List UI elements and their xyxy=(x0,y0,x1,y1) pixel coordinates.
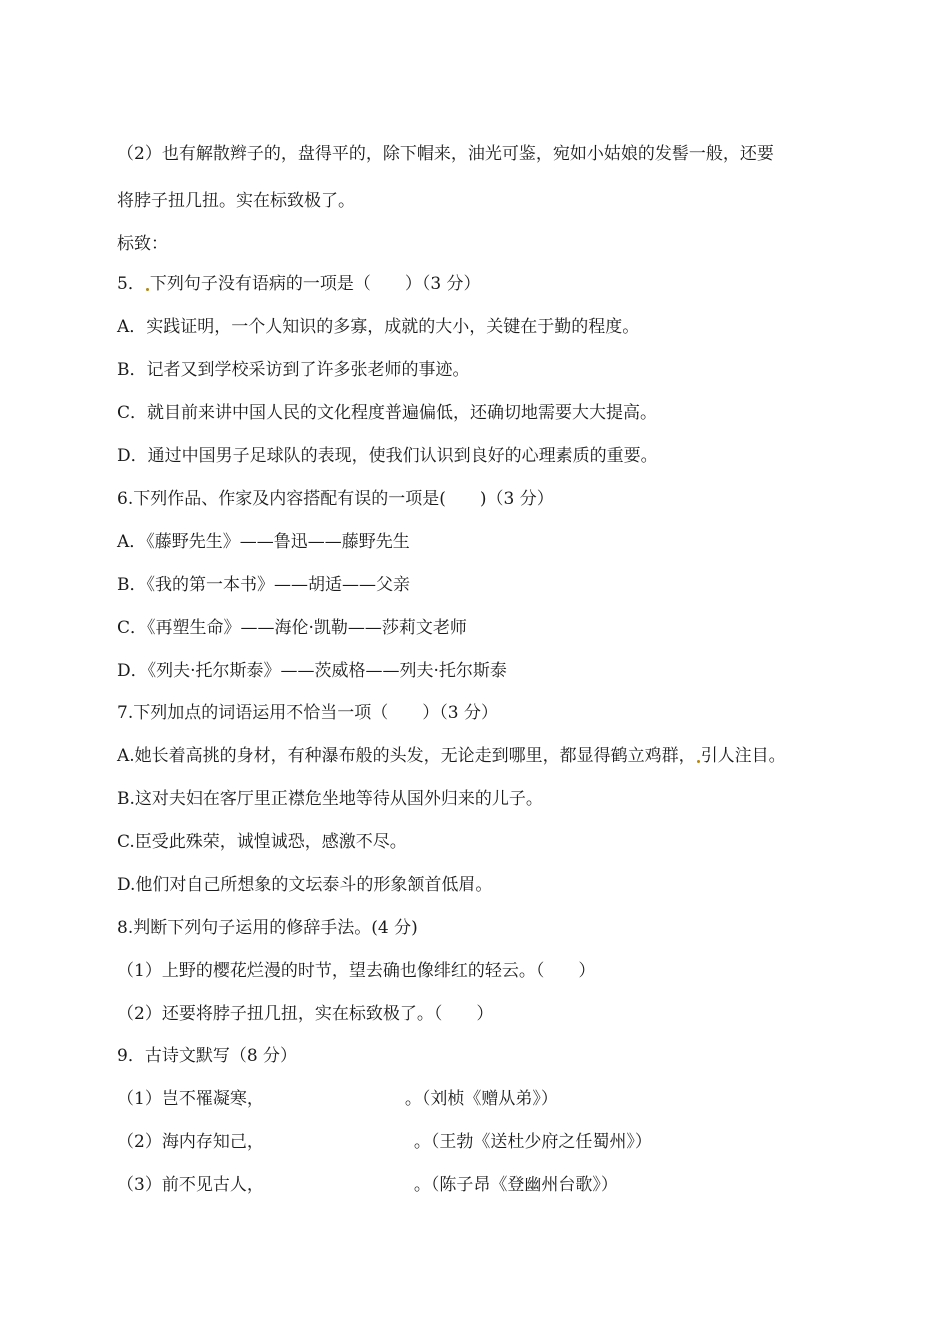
q9-item-3-source: 。（陈子昂《登幽州台歌》） xyxy=(413,1175,618,1195)
q9-item-2-source: 。（王勃《送杜少府之任蜀州》） xyxy=(413,1132,652,1152)
q7-option-a xyxy=(117,745,786,767)
q6-option-c: C．《再塑生命》——海伦·凯勒——莎莉文老师 xyxy=(117,618,467,638)
q8-item-1: （1）上野的樱花烂漫的时节，望去确也像绯红的轻云。（ ） xyxy=(117,961,596,981)
q9-item-3-text: （3）前不见古人， xyxy=(117,1175,264,1195)
q6-option-d: D．《列夫·托尔斯泰》——茨威格——列夫·托尔斯泰 xyxy=(117,661,507,681)
q5-option-b: B．记者又到学校采访到了许多张老师的事迹。 xyxy=(117,360,470,380)
emphasis-dot xyxy=(146,288,149,291)
q6-option-a: A．《藤野先生》——鲁迅——藤野先生 xyxy=(117,532,410,552)
q9-item-2 xyxy=(117,1131,652,1153)
emphasis-dot xyxy=(697,760,700,763)
q4-answer-label: 标致： xyxy=(117,234,168,254)
q7-option-c: C.臣受此殊荣，诚惶诚恐，感激不尽。 xyxy=(117,832,407,852)
q8-item-2: （2）还要将脖子扭几扭，实在标致极了。（ ） xyxy=(117,1004,494,1024)
q5-option-c: C．就目前来讲中国人民的文化程度普遍偏低，还确切地需要大大提高。 xyxy=(117,403,658,423)
q7-option-a-text: A.她长着高挑的身材，有种瀑布般的头发，无论走到哪里，都显得鹤立鸡群， xyxy=(117,746,696,766)
q4-item-2-line-1: （2）也有解散辫子的，盘得平的，除下帽来，油光可鉴，宛如小姑娘的发髻一般，还要 xyxy=(117,144,774,164)
q5-option-d: D．通过中国男子足球队的表现，使我们认识到良好的心理素质的重要。 xyxy=(117,446,658,466)
q7-option-a-tail: 引人注目。 xyxy=(700,746,786,766)
q9-item-2-text: （2）海内存知己， xyxy=(117,1132,264,1152)
q7-option-b: B.这对夫妇在客厅里正襟危坐地等待从国外归来的儿子。 xyxy=(117,789,543,809)
q9-stem: 9．古诗文默写（8 分） xyxy=(117,1046,298,1066)
q7-stem: 7.下列加点的词语运用不恰当一项（ ）（3 分） xyxy=(117,703,498,723)
q9-item-3 xyxy=(117,1174,618,1196)
q6-option-b: B．《我的第一本书》——胡适——父亲 xyxy=(117,575,410,595)
q7-option-d: D.他们对自己所想象的文坛泰斗的形象颔首低眉。 xyxy=(117,875,493,895)
q6-stem: 6.下列作品、作家及内容搭配有误的一项是( )（3 分） xyxy=(117,489,554,509)
q5-number: 5． xyxy=(117,274,145,294)
q9-item-1 xyxy=(117,1088,558,1110)
q4-item-2-line-2: 将脖子扭几扭。实在标致极了。 xyxy=(117,191,355,211)
q5-option-a: A．实践证明，一个人知识的多寡，成就的大小，关键在于勤的程度。 xyxy=(117,317,640,337)
q9-item-1-source: 。（刘桢《赠从弟》） xyxy=(404,1089,558,1109)
q5-stem-text: 下列句子没有语病的一项是（ ）（3 分） xyxy=(149,274,481,294)
q9-item-1-text: （1）岂不罹凝寒， xyxy=(117,1089,264,1109)
q5-stem xyxy=(117,273,481,295)
q8-stem: 8.判断下列句子运用的修辞手法。(4 分) xyxy=(117,918,418,938)
